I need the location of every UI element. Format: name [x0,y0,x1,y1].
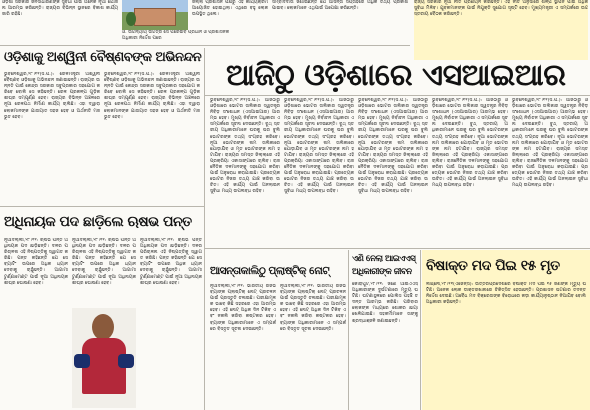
vaishnav-body-col2: ଭୁବନେଶ୍ୱର,୨୮।୧୧(ସି.ପି.): ରେଳମନ୍ତ୍ରୀ ଅଶ୍ୱିନୀ ବୈଷ୍ଣବ ଓଡ଼ିଶାକୁ ଅଭିନନ୍ଦନ ଜଣାଇଛନ୍ତି। ରାଜ୍ୟର ଉନ୍ନତି ପାଇଁ କେନ୍ଦ୍ର ସରକାର ସବୁପ୍ରକାର ସହଯୋଗ କରିବେ ବୋଲି ସେ କହିଛନ୍ତି। ରେଳ ପ୍ରକଳ୍ପ ଗୁଡ଼ିକ ଶୀଘ୍ର ସମ୍ପୂର୍ଣ୍ଣ ହେବ। ରାଜ୍ୟର ବିଭିନ୍ନ ଅଞ୍ଚଳରେ ନୂଆ ରେଳପଥ ନିର୍ମାଣ କାର୍ଯ୍ୟ ଚାଲିଛି। ଏହା ଦ୍ୱାରା ଲୋକମାନଙ୍କ ଯାତାୟାତ ସହଜ ହେବ ଓ ଅର୍ଥନୀତି ମଜଭୁତ ହେବ। [104,72,200,120]
top-center-column: ଜିଲ୍ଲା ପ୍ରଶାସନ ପକ୍ଷରୁ ଏହି କାର୍ଯ୍ୟକ୍ରମ ଆୟୋଜିତ ହୋଇଥିଲା। ଏଥିରେ ବହୁ ଲୋକ ଉପସ୍ଥିତ ଥିଲେ। [192,0,268,18]
pant-headline: ଅଧିନାୟକ ପଦ ଛାଡ଼ିଲେ ଋଷଭ ପନ୍ତ [4,214,192,230]
divider [0,206,204,207]
pant-body-col2: ନୂଆଦିଲ୍ଲୀ,୨୮।୧୧: ଋଷଭ ପନ୍ତ ଅଧିନାୟକ ପଦ ଛାଡ଼ିଛନ୍ତି। ଦଳର ପରିଚାଳନା ଏହି ନିଷ୍ପତ୍ତିକୁ ସ୍ୱାଗତ କରିଛି। ପନ୍ତ କହିଛନ୍ତି ଯେ ସେ ବ୍ୟାଟିଂ ଉପରେ ଅଧିକ ଧ୍ୟାନ ଦେବାକୁ ଚାହୁଁଛନ୍ତି। ଆଗାମୀ ଟୁର୍ଣ୍ଣାମେଣ୍ଟ ପାଇଁ ନୂଆ ଅଧିନାୟକ ଶୀଘ୍ର ଘୋଷଣା ହେବ। [72,238,136,286]
main-body-col1: ଭୁବନେଶ୍ୱର,୨୮।୧୧(ସି.ପି.): ଆଜିଠାରୁ ଓଡ଼ିଶାରେ ଭୋଟର ତାଲିକାର ସ୍ୱତନ୍ତ୍ର ନିବିଡ଼ ସଂଶୋଧନ (ଏସଆଇଆର) ଆରମ୍ଭ ହେବ। ମୁଖ୍ୟ ନିର୍ବାଚନ ଅଧିକାରୀ ଏ ସମ୍ପର୍କରେ ସୂଚନା ଦେଇଛନ୍ତି। ବୁଥ୍ ସ୍ତରୀୟ ଅଧିକାରୀମାନେ ଘରକୁ ଘର ବୁଲି ଭୋଟରଙ୍କ ତଥ୍ୟ ସଂଗ୍ରହ କରିବେ। ନୂଆ ଭୋଟରଙ୍କ ନାମ ତାଲିକାରେ ଯୋଡ଼ାଯିବ ଓ ମୃତ ଭୋଟରଙ୍କ ନାମ ହଟାଯିବ। ରାଜ୍ୟର ସମସ୍ତ ଜିଲ୍ଲାରେ ଏହି ପ୍ରକ୍ରିୟା ଏକାସାଙ୍ଗରେ ଚାଲିବ। ରାଜନୈତିକ ଦଳମାନଙ୍କୁ ସହଯୋଗ କରିବା ପାଇଁ ଅନୁରୋଧ କରାଯାଇଛି। ପ୍ରତ୍ୟେକ ଭୋଟର ନିଜର ତଥ୍ୟ ଯାଞ୍ଚ କରିବା ଉଚିତ। ଏହି କାର୍ଯ୍ୟ ପାଇଁ ଅନଲାଇନ ସୁବିଧା ମଧ୍ୟ ଉପଲବ୍ଧ ରହିବ। [210,98,280,195]
pant-body-col1: ନୂଆଦିଲ୍ଲୀ,୨୮।୧୧: ଋଷଭ ପନ୍ତ ଅଧିନାୟକ ପଦ ଛାଡ଼ିଛନ୍ତି। ଦଳର ପରିଚାଳନା ଏହି ନିଷ୍ପତ୍ତିକୁ ସ୍ୱାଗତ କରିଛି। ପନ୍ତ କହିଛନ୍ତି ଯେ ସେ ବ୍ୟାଟିଂ ଉପରେ ଅଧିକ ଧ୍ୟାନ ଦେବାକୁ ଚାହୁଁଛନ୍ତି। ଆଗାମୀ ଟୁର୍ଣ୍ଣାମେଣ୍ଟ ପାଇଁ ନୂଆ ଅଧିନାୟକ ଶୀଘ୍ର ଘୋଷଣା ହେବ। [4,238,68,286]
photo-caption: ଓ. ଉଚ୍ଚନ୍ୟାୟ ଉଚ୍ଚିତ୍ର ସେ ପରେଇବ ପ୍ରଧାନ ଓ ପ୍ରଶାସନିକ ଅଧିକାରୀ ନିର୍ଦ୍ଦେଶ ପରେ [122,30,230,41]
vaishnav-body-col1: ଭୁବନେଶ୍ୱର,୨୮।୧୧(ସି.ପି.): ରେଳମନ୍ତ୍ରୀ ଅଶ୍ୱିନୀ ବୈଷ୍ଣବ ଓଡ଼ିଶାକୁ ଅଭିନନ୍ଦନ ଜଣାଇଛନ୍ତି। ରାଜ୍ୟର ଉନ୍ନତି ପାଇଁ କେନ୍ଦ୍ର ସରକାର ସବୁପ୍ରକାର ସହଯୋଗ କରିବେ ବୋଲି ସେ କହିଛନ୍ତି। ରେଳ ପ୍ରକଳ୍ପ ଗୁଡ଼ିକ ଶୀଘ୍ର ସମ୍ପୂର୍ଣ୍ଣ ହେବ। ରାଜ୍ୟର ବିଭିନ୍ନ ଅଞ୍ଚଳରେ ନୂଆ ରେଳପଥ ନିର୍ମାଣ କାର୍ଯ୍ୟ ଚାଲିଛି। ଏହା ଦ୍ୱାରା ଲୋକମାନଙ୍କ ଯାତାୟାତ ସହଜ ହେବ ଓ ଅର୍ଥନୀତି ମଜଭୁତ ହେବ। [4,72,100,120]
divider [204,48,205,410]
ias-headline-line2: ଅଧିକାରୀଙ୍କ ଜୀବନ [352,267,412,277]
plastic-body-col1: ନୂଆଦିଲ୍ଲୀ,୨୮।୧୧: ଭାରତୀୟ ରିଜର୍ଭ ବ୍ୟାଙ୍କ ପ୍ଲାଷ୍ଟିକ୍ ନୋଟ୍ ପ୍ରଚଳନ ପାଇଁ ପ୍ରସ୍ତୁତି ଚଳାଇଛି। ପରୀକ୍ଷାମୂଳକ ଭାବେ କିଛି ସହରରେ ଏହା ଆରମ୍ଭ ହେବ। ଏହି ନୋଟ୍ ଅଧିକ ଦିନ ଟିକିବ ଏବଂ ନକଲି କରିବା କଷ୍ଟକର ହେବ। ବ୍ୟାଙ୍କ ଅଧିକାରୀମାନେ ଏ ସମ୍ପର୍କରେ ବିସ୍ତୃତ ସୂଚନା ଦେଇଛନ୍ତି। [210,284,276,332]
liquor-headline: ବିଷାକ୍ତ ମଦ ପିଇ ୧୫ ମୃତ [426,258,560,274]
building-shape [134,8,176,26]
glove-right [118,354,134,368]
divider [205,95,590,96]
main-body-col4: ଭୁବନେଶ୍ୱର,୨୮।୧୧(ସି.ପି.): ଆଜିଠାରୁ ଓଡ଼ିଶାରେ ଭୋଟର ତାଲିକାର ସ୍ୱତନ୍ତ୍ର ନିବିଡ଼ ସଂଶୋଧନ (ଏସଆଇଆର) ଆରମ୍ଭ ହେବ। ମୁଖ୍ୟ ନିର୍ବାଚନ ଅଧିକାରୀ ଏ ସମ୍ପର୍କରେ ସୂଚନା ଦେଇଛନ୍ତି। ବୁଥ୍ ସ୍ତରୀୟ ଅଧିକାରୀମାନେ ଘରକୁ ଘର ବୁଲି ଭୋଟରଙ୍କ ତଥ୍ୟ ସଂଗ୍ରହ କରିବେ। ନୂଆ ଭୋଟରଙ୍କ ନାମ ତାଲିକାରେ ଯୋଡ଼ାଯିବ ଓ ମୃତ ଭୋଟରଙ୍କ ନାମ ହଟାଯିବ। ରାଜ୍ୟର ସମସ୍ତ ଜିଲ୍ଲାରେ ଏହି ପ୍ରକ୍ରିୟା ଏକାସାଙ୍ଗରେ ଚାଲିବ। ରାଜନୈତିକ ଦଳମାନଙ୍କୁ ସହଯୋଗ କରିବା ପାଇଁ ଅନୁରୋଧ କରାଯାଇଛି। ପ୍ରତ୍ୟେକ ଭୋଟର ନିଜର ତଥ୍ୟ ଯାଞ୍ଚ କରିବା ଉଚିତ। ଏହି କାର୍ଯ୍ୟ ପାଇଁ ଅନଲାଇନ ସୁବିଧା ମଧ୍ୟ ଉପଲବ୍ଧ ରହିବ। [432,98,508,189]
plastic-headline: ଆସନ୍ତାକାଲିଠୁ ପ୍ଲାଷ୍ଟିକ୍ ନୋଟ୍ [210,265,330,277]
pant-photo [72,308,136,408]
top-right-column: ରାଜ୍ୟ ସରକାର ନୂଆ ନୀତି ପ୍ରଣୟନ କରିଛନ୍ତି। ଏହି ନୀତି ଅନୁସାରେ ଶିଳ୍ପ ସ୍ଥାପନ ପାଇଁ ଅଧିକ ସୁବିଧା ମିଳିବ। ଯୁବକମାନଙ୍କ ପାଇଁ ନିଯୁକ୍ତି ସୁଯୋଗ ସୃଷ୍ଟି ହେବ। ମୁଖ୍ୟମନ୍ତ୍ରୀ ଏ ସମ୍ପର୍କରେ ଉଚ୍ଚସ୍ତରୀୟ ବୈଠକ କରିଛନ୍ତି। [414,0,588,60]
ias-body: କୋରାପୁଟ,୨୮।୧୧: ଜଣେ ଆଇଏଏସ୍ ଅଧିକାରୀଙ୍କ ଦୁର୍ଘଟଣାରେ ମୃତ୍ୟୁ ଘଟିଛି। ଘଟଣାସ୍ଥଳରେ ପୋଲିସ ପହଞ୍ଚି ତଦନ୍ତ ଆରମ୍ଭ କରିଛି। ପରିବାର ଲୋକଙ୍କ ମଧ୍ୟରେ ଶୋକର ଛାୟା ଖେଳିଯାଇଛି। ସହକର୍ମୀମାନେ ତାଙ୍କୁ ଶ୍ରଦ୍ଧାଞ୍ଜଳି ଜଣାଇଛନ୍ତି। [352,282,418,324]
tree-shape [126,12,136,26]
main-body-col2: ଭୁବନେଶ୍ୱର,୨୮।୧୧(ସି.ପି.): ଆଜିଠାରୁ ଓଡ଼ିଶାରେ ଭୋଟର ତାଲିକାର ସ୍ୱତନ୍ତ୍ର ନିବିଡ଼ ସଂଶୋଧନ (ଏସଆଇଆର) ଆରମ୍ଭ ହେବ। ମୁଖ୍ୟ ନିର୍ବାଚନ ଅଧିକାରୀ ଏ ସମ୍ପର୍କରେ ସୂଚନା ଦେଇଛନ୍ତି। ବୁଥ୍ ସ୍ତରୀୟ ଅଧିକାରୀମାନେ ଘରକୁ ଘର ବୁଲି ଭୋଟରଙ୍କ ତଥ୍ୟ ସଂଗ୍ରହ କରିବେ। ନୂଆ ଭୋଟରଙ୍କ ନାମ ତାଲିକାରେ ଯୋଡ଼ାଯିବ ଓ ମୃତ ଭୋଟରଙ୍କ ନାମ ହଟାଯିବ। ରାଜ୍ୟର ସମସ୍ତ ଜିଲ୍ଲାରେ ଏହି ପ୍ରକ୍ରିୟା ଏକାସାଙ୍ଗରେ ଚାଲିବ। ରାଜନୈତିକ ଦଳମାନଙ୍କୁ ସହଯୋଗ କରିବା ପାଇଁ ଅନୁରୋଧ କରାଯାଇଛି। ପ୍ରତ୍ୟେକ ଭୋଟର ନିଜର ତଥ୍ୟ ଯାଞ୍ଚ କରିବା ଉଚିତ। ଏହି କାର୍ଯ୍ୟ ପାଇଁ ଅନଲାଇନ ସୁବିଧା ମଧ୍ୟ ଉପଲବ୍ଧ ରହିବ। [284,98,354,195]
pant-body-col3: ନୂଆଦିଲ୍ଲୀ,୨୮।୧୧: ଋଷଭ ପନ୍ତ ଅଧିନାୟକ ପଦ ଛାଡ଼ିଛନ୍ତି। ଦଳର ପରିଚାଳନା ଏହି ନିଷ୍ପତ୍ତିକୁ ସ୍ୱାଗତ କରିଛି। ପନ୍ତ କହିଛନ୍ତି ଯେ ସେ ବ୍ୟାଟିଂ ଉପରେ ଅଧିକ ଧ୍ୟାନ ଦେବାକୁ ଚାହୁଁଛନ୍ତି। ଆଗାମୀ ଟୁର୍ଣ୍ଣାମେଣ୍ଟ ପାଇଁ ନୂଆ ଅଧିନାୟକ ଶୀଘ୍ର ଘୋଷଣା ହେବ। [140,238,202,286]
ias-headline-line1: ଏଣି ନେଲା ଆଇଏଏସ୍ [352,254,416,264]
liquor-box [422,250,590,410]
liquor-body: ଲକ୍ଷ୍ନୌ,୨୮।୧୧(ଏଜେନ୍ସି): ଉତ୍ତରପ୍ରଦେଶରେ ବିଷାକ୍ତ ମଦ ପିଇ ୧୫ ଜଣଙ୍କ ମୃତ୍ୟୁ ଘଟିଛି। ଅନେକ ଲୋକ ଡାକ୍ତରଖାନାରେ ଚିକିତ୍ସିତ ହେଉଛନ୍ତି। ପ୍ରଶାସନ ଘଟଣାର ତଦନ୍ତ ନିର୍ଦ୍ଦେଶ ଦେଇଛି। ଅବୈଧ ମଦ ବିକ୍ରେତାଙ୍କ ବିରୋଧରେ କଡ଼ା କାର୍ଯ୍ୟାନୁଷ୍ଠାନ ନିଆଯିବ ବୋଲି ଅଧିକାରୀ କହିଛନ୍ତି। [426,282,586,306]
top-left-column: ଓଡ଼ିଶା ସରକାର ଜନସାଧାରଣଙ୍କ ସୁବିଧା ପାଇଁ ଅନେକ ନୂଆ ଯୋଜନା ଆରମ୍ଭ କରିଛନ୍ତି। ରାଜ୍ୟର ବିଭିନ୍ନ ସ୍ଥାନରେ ବିକାଶ କାର୍ଯ୍ୟ ଜାରି ରହିଛି। [2,0,118,18]
player-head [92,314,114,340]
divider [420,250,421,410]
main-headline: ଆଜିଠୁ ଓଡ଼ିଶାରେ ଏସଆଇଆର [226,58,566,93]
divider [0,45,410,46]
main-body-col5: ଭୁବନେଶ୍ୱର,୨୮।୧୧(ସି.ପି.): ଆଜିଠାରୁ ଓଡ଼ିଶାରେ ଭୋଟର ତାଲିକାର ସ୍ୱତନ୍ତ୍ର ନିବିଡ଼ ସଂଶୋଧନ (ଏସଆଇଆର) ଆରମ୍ଭ ହେବ। ମୁଖ୍ୟ ନିର୍ବାଚନ ଅଧିକାରୀ ଏ ସମ୍ପର୍କରେ ସୂଚନା ଦେଇଛନ୍ତି। ବୁଥ୍ ସ୍ତରୀୟ ଅଧିକାରୀମାନେ ଘରକୁ ଘର ବୁଲି ଭୋଟରଙ୍କ ତଥ୍ୟ ସଂଗ୍ରହ କରିବେ। ନୂଆ ଭୋଟରଙ୍କ ନାମ ତାଲିକାରେ ଯୋଡ଼ାଯିବ ଓ ମୃତ ଭୋଟରଙ୍କ ନାମ ହଟାଯିବ। ରାଜ୍ୟର ସମସ୍ତ ଜିଲ୍ଲାରେ ଏହି ପ୍ରକ୍ରିୟା ଏକାସାଙ୍ଗରେ ଚାଲିବ। ରାଜନୈତିକ ଦଳମାନଙ୍କୁ ସହଯୋଗ କରିବା ପାଇଁ ଅନୁରୋଧ କରାଯାଇଛି। ପ୍ରତ୍ୟେକ ଭୋଟର ନିଜର ତଥ୍ୟ ଯାଞ୍ଚ କରିବା ଉଚିତ। ଏହି କାର୍ଯ୍ୟ ପାଇଁ ଅନଲାଇନ ସୁବିଧା ମଧ୍ୟ ଉପଲବ୍ଧ ରହିବ। [512,98,588,189]
vaishnav-headline: ଓଡ଼ିଶାକୁ ଅଶ୍ୱିନୀ ବୈଷ୍ଣବଙ୍କ ଅଭିନନ୍ଦନ [4,50,202,65]
top-center-right-column: ସମ୍ବାଦଦାତା ଜଣାଇଛନ୍ତି ଯେ ଆସନ୍ତା ସପ୍ତାହରେ ଅଧିକ ତଥ୍ୟ ପ୍ରକାଶ ପାଇବ। ଲୋକମାନେ ଏଥିପାଇଁ ଅପେକ୍ଷା କରିଛନ୍ତି। [272,0,408,12]
divider [205,248,590,249]
top-photo [122,0,188,30]
glove-left [74,354,90,368]
divider [348,250,349,410]
main-body-col3: ଭୁବନେଶ୍ୱର,୨୮।୧୧(ସି.ପି.): ଆଜିଠାରୁ ଓଡ଼ିଶାରେ ଭୋଟର ତାଲିକାର ସ୍ୱତନ୍ତ୍ର ନିବିଡ଼ ସଂଶୋଧନ (ଏସଆଇଆର) ଆରମ୍ଭ ହେବ। ମୁଖ୍ୟ ନିର୍ବାଚନ ଅଧିକାରୀ ଏ ସମ୍ପର୍କରେ ସୂଚନା ଦେଇଛନ୍ତି। ବୁଥ୍ ସ୍ତରୀୟ ଅଧିକାରୀମାନେ ଘରକୁ ଘର ବୁଲି ଭୋଟରଙ୍କ ତଥ୍ୟ ସଂଗ୍ରହ କରିବେ। ନୂଆ ଭୋଟରଙ୍କ ନାମ ତାଲିକାରେ ଯୋଡ଼ାଯିବ ଓ ମୃତ ଭୋଟରଙ୍କ ନାମ ହଟାଯିବ। ରାଜ୍ୟର ସମସ୍ତ ଜିଲ୍ଲାରେ ଏହି ପ୍ରକ୍ରିୟା ଏକାସାଙ୍ଗରେ ଚାଲିବ। ରାଜନୈତିକ ଦଳମାନଙ୍କୁ ସହଯୋଗ କରିବା ପାଇଁ ଅନୁରୋଧ କରାଯାଇଛି। ପ୍ରତ୍ୟେକ ଭୋଟର ନିଜର ତଥ୍ୟ ଯାଞ୍ଚ କରିବା ଉଚିତ। ଏହି କାର୍ଯ୍ୟ ପାଇଁ ଅନଲାଇନ ସୁବିଧା ମଧ୍ୟ ଉପଲବ୍ଧ ରହିବ। [358,98,428,195]
plastic-body-col2: ନୂଆଦିଲ୍ଲୀ,୨୮।୧୧: ଭାରତୀୟ ରିଜର୍ଭ ବ୍ୟାଙ୍କ ପ୍ଲାଷ୍ଟିକ୍ ନୋଟ୍ ପ୍ରଚଳନ ପାଇଁ ପ୍ରସ୍ତୁତି ଚଳାଇଛି। ପରୀକ୍ଷାମୂଳକ ଭାବେ କିଛି ସହରରେ ଏହା ଆରମ୍ଭ ହେବ। ଏହି ନୋଟ୍ ଅଧିକ ଦିନ ଟିକିବ ଏବଂ ନକଲି କରିବା କଷ୍ଟକର ହେବ। ବ୍ୟାଙ୍କ ଅଧିକାରୀମାନେ ଏ ସମ୍ପର୍କରେ ବିସ୍ତୃତ ସୂଚନା ଦେଇଛନ୍ତି। [280,284,346,332]
